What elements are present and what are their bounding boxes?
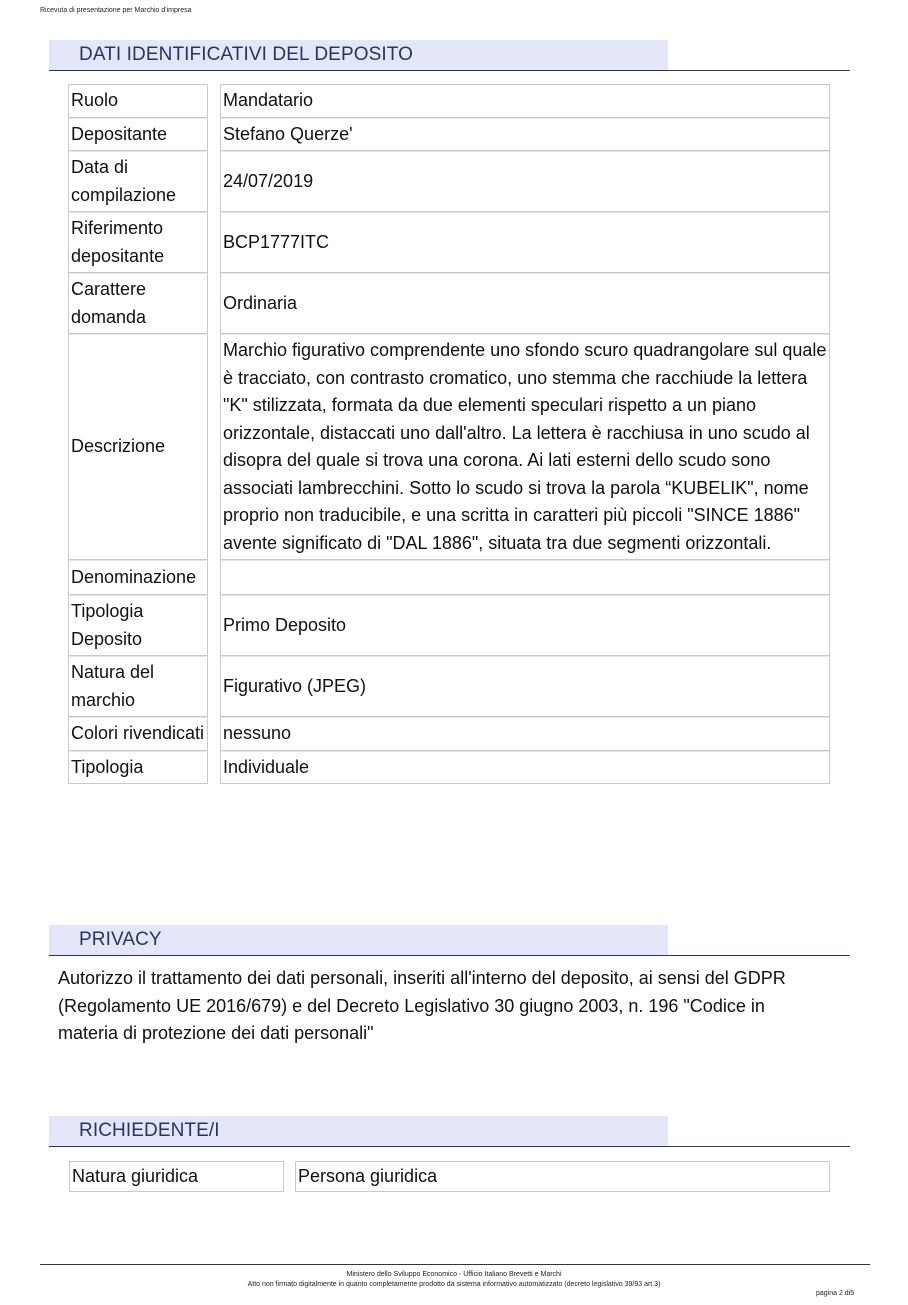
table-row bbox=[68, 273, 830, 334]
section-header-privacy bbox=[49, 925, 850, 956]
cell-gap bbox=[208, 118, 220, 152]
field-value: Stefano Querze' bbox=[220, 118, 830, 152]
cell-gap bbox=[208, 595, 220, 656]
section-title-deposito: DATI IDENTIFICATIVI DEL DEPOSITO bbox=[79, 44, 413, 65]
field-label: Denominazione bbox=[68, 560, 208, 595]
table-row bbox=[68, 334, 830, 560]
cell-gap bbox=[208, 656, 220, 717]
field-label: Depositante bbox=[68, 118, 208, 152]
table-row bbox=[68, 656, 830, 717]
field-value: Individuale bbox=[220, 751, 830, 785]
field-value: Primo Deposito bbox=[220, 595, 830, 656]
richiedente-label: Natura giuridica bbox=[69, 1161, 284, 1192]
field-value: Marchio figurativo comprendente uno sfondo scuro quadrangolare sul quale è tracciato, con contrasto cromatico, uno stemma che racchiude la lettera "K" stilizzata, formata da due elementi speculari rispetto a un piano orizzontale, distaccati uno dall'altro. La lettera è racchiusa in uno scudo al disopra del quale si trova una corona. Ai lati esterni dello scudo sono associati lambrecchini. Sotto lo scudo si trova la parola “KUBELIK", nome proprio non traducibile, e una scritta in caratteri più piccoli "SINCE 1886" avente significato di "DAL 1886", situata tra due segmenti orizzontali. bbox=[220, 334, 830, 560]
richiedente-value: Persona giuridica bbox=[295, 1161, 830, 1192]
cell-gap bbox=[208, 151, 220, 212]
cell-gap bbox=[208, 84, 220, 118]
table-row bbox=[68, 118, 830, 152]
section-title-privacy: PRIVACY bbox=[79, 929, 162, 950]
field-label: Tipologia bbox=[68, 751, 208, 785]
field-label: Ruolo bbox=[68, 84, 208, 118]
field-value: Ordinaria bbox=[220, 273, 830, 334]
field-label: Tipologia Deposito bbox=[68, 595, 208, 656]
footer-disclaimer: Atto non firmato digitalmente in quanto completamente prodotto da sistema informativo automatizzato (decreto legislativo 39/93 art.3) bbox=[247, 1281, 661, 1288]
cell-gap bbox=[208, 334, 220, 560]
field-value: BCP1777ITC bbox=[220, 212, 830, 273]
table-row bbox=[68, 717, 830, 751]
field-label: Colori rivendicati bbox=[68, 717, 208, 751]
field-value bbox=[220, 560, 830, 595]
field-value: Mandatario bbox=[220, 84, 830, 118]
section-header-richiedenti bbox=[49, 1116, 850, 1147]
footer-rule bbox=[40, 1264, 870, 1265]
cell-gap bbox=[208, 751, 220, 785]
privacy-consent-text: Autorizzo il trattamento dei dati personali, inseriti all'interno del deposito, ai sensi del GDPR (Regolamento UE 2016/679) e del Decreto Legislativo 30 giugno 2003, n. 196 "Codice in materia di protezione dei dati personali" bbox=[58, 968, 786, 1043]
cell-gap bbox=[208, 560, 220, 595]
footer-ministry: Ministero dello Sviluppo Economico - Ufficio Italiano Brevetti e Marchi bbox=[346, 1271, 562, 1278]
table-row bbox=[68, 751, 830, 785]
field-label: Descrizione bbox=[68, 334, 208, 560]
field-value: nessuno bbox=[220, 717, 830, 751]
field-label: Carattere domanda bbox=[68, 273, 208, 334]
field-label: Natura del marchio bbox=[68, 656, 208, 717]
table-row bbox=[68, 151, 830, 212]
table-row bbox=[68, 595, 830, 656]
field-value: 24/07/2019 bbox=[220, 151, 830, 212]
field-value: Figurativo (JPEG) bbox=[220, 656, 830, 717]
cell-gap bbox=[208, 273, 220, 334]
cell-gap bbox=[208, 212, 220, 273]
field-label: Riferimento depositante bbox=[68, 212, 208, 273]
section-title-richiedenti: RICHIEDENTE/I bbox=[79, 1120, 220, 1141]
section-header-deposito bbox=[49, 40, 850, 71]
document-header-caption: Ricevuta di presentazione per Marchio d'impresa bbox=[40, 7, 192, 14]
deposito-table bbox=[68, 84, 830, 784]
field-label: Data di compilazione bbox=[68, 151, 208, 212]
table-row bbox=[68, 84, 830, 118]
table-row bbox=[68, 560, 830, 595]
table-row bbox=[68, 212, 830, 273]
cell-gap bbox=[208, 717, 220, 751]
page-number: pagina 2 di5 bbox=[816, 1290, 855, 1297]
